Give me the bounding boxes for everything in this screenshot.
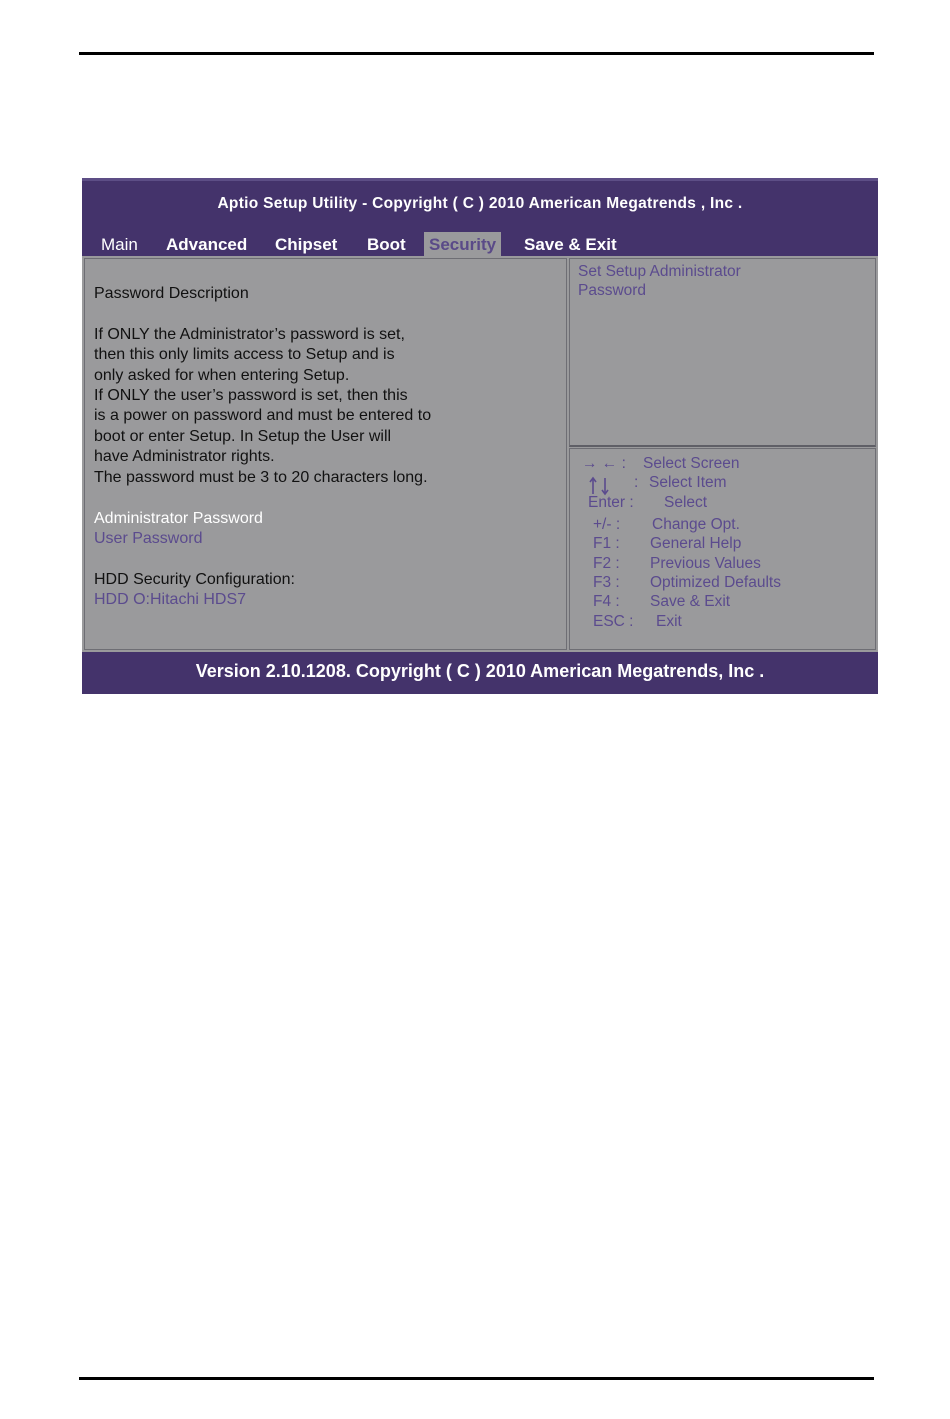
window-title: Aptio Setup Utility - Copyright ( C ) 2010 American Megatrends , Inc . <box>217 195 743 212</box>
key-row-f3 <box>570 574 875 594</box>
up-down-arrow-icon <box>588 476 612 496</box>
tab-main[interactable]: Main <box>101 235 138 254</box>
help-pane <box>569 258 876 447</box>
help-text-line: Set Setup Administrator <box>578 263 741 280</box>
key-row-select-item <box>570 474 875 494</box>
tab-save-exit[interactable]: Save & Exit <box>524 235 617 254</box>
description-line: If ONLY the Administrator’s password is set, <box>94 326 405 343</box>
key-description: Change Opt. <box>652 516 740 533</box>
key-legend-pane <box>569 448 876 650</box>
f2-key: F2 : <box>593 555 620 572</box>
administrator-password-item[interactable]: Administrator Password <box>94 510 263 527</box>
f1-key: F1 : <box>593 535 620 552</box>
description-line: The password must be 3 to 20 characters long. <box>94 469 428 486</box>
key-row-esc <box>570 613 875 633</box>
key-row-select-screen <box>570 455 875 475</box>
key-row-f2 <box>570 555 875 575</box>
settings-pane <box>84 258 567 650</box>
key-description: Select <box>664 494 708 511</box>
key-description: Select Item <box>649 474 727 491</box>
description-line: If ONLY the user’s password is set, then this <box>94 387 408 404</box>
tab-boot[interactable]: Boot <box>367 235 406 254</box>
enter-key: Enter : <box>588 494 634 511</box>
description-line: have Administrator rights. <box>94 448 275 465</box>
version-text: Version 2.10.1208. Copyright ( C ) 2010 American Megatrends, Inc . <box>195 661 765 681</box>
description-line: then this only limits access to Setup and is <box>94 346 395 363</box>
plus-minus-key: +/- : <box>593 516 621 533</box>
bottom-rule <box>79 1377 874 1380</box>
help-text-line: Password <box>578 282 647 299</box>
f3-key: F3 : <box>593 574 620 591</box>
key-description: Optimized Defaults <box>650 574 781 591</box>
tab-chipset[interactable]: Chipset <box>275 235 338 254</box>
bios-footer <box>82 652 878 694</box>
user-password-item[interactable]: User Password <box>94 530 203 547</box>
f4-key: F4 : <box>593 593 620 610</box>
tab-security[interactable]: Security <box>424 232 501 259</box>
key-row-enter <box>570 494 875 514</box>
key-description: Save & Exit <box>650 593 731 610</box>
key-description: General Help <box>650 535 742 552</box>
bios-header <box>82 178 878 256</box>
description-line: is a power on password and must be entered to <box>94 407 432 424</box>
key-description: Select Screen <box>643 455 740 472</box>
hdd-security-header: HDD Security Configuration: <box>94 571 295 588</box>
key-row-change-opt <box>570 516 875 536</box>
hdd-item[interactable]: HDD O:Hitachi HDS7 <box>94 591 247 608</box>
esc-key: ESC : <box>593 613 634 630</box>
bios-setup-screen <box>82 178 878 694</box>
key-row-f1 <box>570 535 875 555</box>
description-line: boot or enter Setup. In Setup the User will <box>94 428 392 445</box>
key-row-f4 <box>570 593 875 613</box>
key-description: Previous Values <box>650 555 761 572</box>
key-label: : <box>634 474 639 491</box>
section-title: Password Description <box>94 285 249 302</box>
description-line: only asked for when entering Setup. <box>94 367 350 384</box>
tab-advanced[interactable]: Advanced <box>166 235 248 254</box>
left-right-arrow-key: → ← : <box>582 455 626 472</box>
top-rule <box>79 52 874 55</box>
key-description: Exit <box>656 613 682 630</box>
